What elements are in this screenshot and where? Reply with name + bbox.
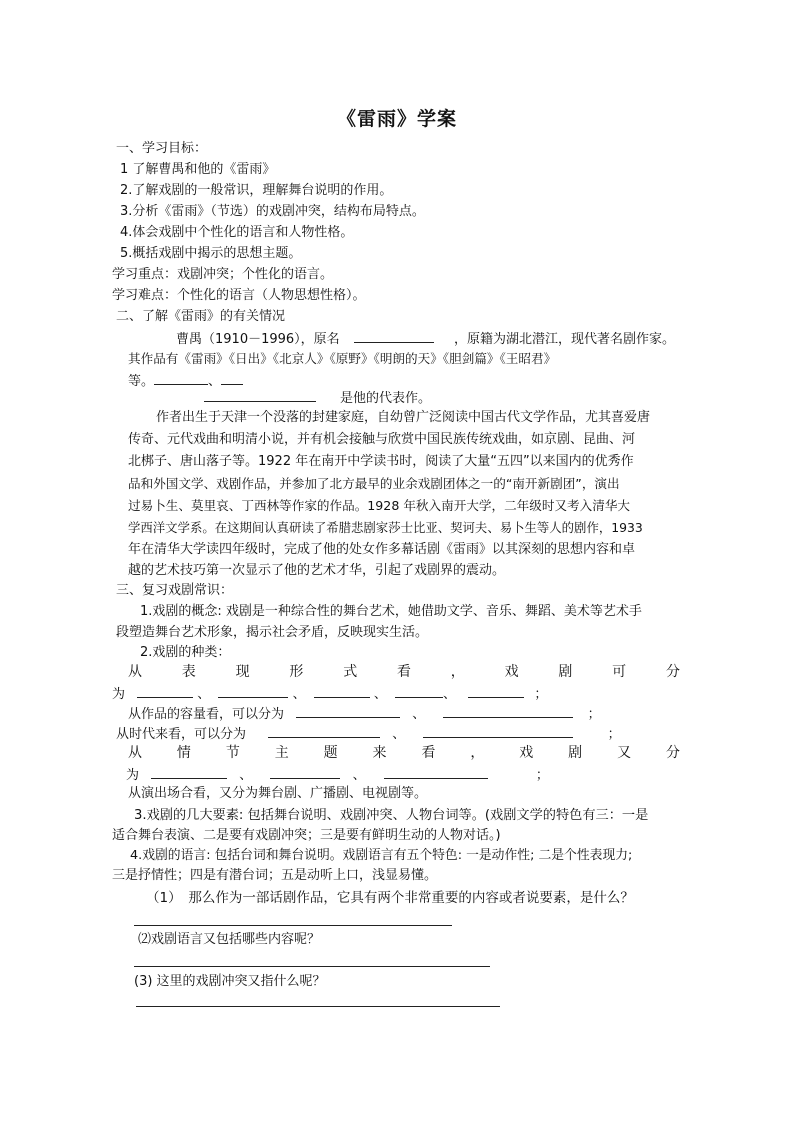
- form-blank-1[interactable]: [137, 683, 193, 698]
- form-end: ；: [534, 687, 548, 702]
- era-sep: 、: [392, 727, 406, 742]
- form-char-3: 现: [235, 664, 250, 680]
- drama-language-line-2: 三是抒情性；四是有潜台词；五是动听上口，浅显易懂。: [112, 868, 438, 883]
- form-blank-5[interactable]: [468, 683, 524, 698]
- drama-types-heading: 2.戏剧的种类：: [140, 645, 231, 660]
- theme-blank-2[interactable]: [270, 764, 340, 779]
- form-classification-line: [128, 662, 680, 682]
- answer-line-1[interactable]: [134, 925, 452, 926]
- objective-3: 3.分析《雷雨》（节选）的戏剧冲突，结构布局特点。: [120, 204, 425, 219]
- representative-label: 是他的代表作。: [340, 391, 432, 406]
- volume-label: 从作品的容量看，可以分为: [128, 707, 285, 722]
- form-sep-1: 、: [197, 687, 211, 702]
- theme-end: ；: [535, 768, 549, 783]
- page-title: 《雷雨》学案: [336, 108, 457, 130]
- bio-line-2: 传奇、元代戏曲和明清小说，并有机会接触与欣赏中国民族传统戏曲，如京剧、昆曲、河: [128, 432, 636, 447]
- works-etc: 等。: [128, 374, 155, 389]
- form-blank-4[interactable]: [395, 683, 443, 698]
- answer-line-2[interactable]: [134, 966, 490, 967]
- form-blank-2[interactable]: [218, 683, 288, 698]
- era-classification-line: [116, 723, 621, 745]
- form-char-6: 看: [396, 664, 411, 680]
- venue-classification-line: 从演出场合看，又分为舞台剧、广播剧、电视剧等。: [128, 786, 428, 801]
- author-intro-start: 曹禺（1910－1996），原名: [176, 332, 340, 347]
- bio-line-4: 品和外国文学、戏剧作品，并参加了北方最早的业余戏剧团体之一的“南开新剧团”，演出: [128, 476, 620, 491]
- form-lead: 为: [112, 687, 126, 702]
- theme-char-12: 分: [665, 745, 680, 761]
- form-blanks-line: [112, 683, 547, 705]
- form-blank-3[interactable]: [314, 683, 370, 698]
- original-name-blank[interactable]: [354, 328, 434, 343]
- works-sep: 、: [208, 374, 222, 389]
- theme-char-6: 来: [372, 745, 387, 761]
- theme-char-10: 剧: [568, 745, 583, 761]
- question-1: （1） 那么作为一部话剧作品，它具有两个非常重要的内容或者说要素，是什么？: [146, 890, 634, 906]
- era-blank-2[interactable]: [423, 723, 573, 738]
- theme-sep-1: 、: [239, 768, 253, 783]
- question-3: (3) 这里的戏剧冲突又指什么呢？: [134, 974, 326, 989]
- form-char-7: ，: [450, 664, 465, 680]
- learning-difficulty: 学习难点：个性化的语言（人物思想性格）。: [112, 288, 366, 303]
- bio-line-1: 作者出生于天津一个没落的封建家庭，自幼曾广泛阅读中国古代文学作品，尤其喜爱唐: [156, 410, 651, 425]
- learning-focus: 学习重点：戏剧冲突；个性化的语言。: [112, 267, 334, 282]
- theme-lead: 为: [126, 768, 140, 783]
- form-char-5: 式: [343, 664, 358, 680]
- bio-line-7: 年在清华大学读四年级时，完成了他的处女作多幕话剧《雷雨》以其深刻的思想内容和卓: [128, 542, 636, 557]
- theme-char-3: 节: [225, 745, 240, 761]
- objective-5: 5.概括戏剧中揭示的思想主题。: [120, 246, 302, 261]
- volume-blank-1[interactable]: [296, 703, 400, 718]
- volume-sep: 、: [412, 707, 426, 722]
- works-list: 其作品有《雷雨》《日出》《北京人》《原野》《明朗的天》《胆剑篇》《王昭君》: [128, 351, 557, 366]
- bio-line-6: 学西洋文学系。在这期间认真研读了希腊悲剧家莎士比亚、契诃夫、易卜生等人的剧作，1933: [128, 520, 643, 535]
- author-intro-line: [176, 328, 675, 350]
- objective-1: 1 了解曹禺和他的《雷雨》: [120, 162, 276, 177]
- theme-blank-1[interactable]: [151, 764, 227, 779]
- era-label: 从时代来看，可以分为: [116, 727, 247, 742]
- works-blank-2[interactable]: [221, 370, 243, 385]
- theme-char-5: 题: [323, 745, 338, 761]
- theme-char-1: 从: [128, 745, 142, 761]
- drama-concept-line-1: 1.戏剧的概念: 戏剧是一种综合性的舞台艺术，她借助文学、音乐、舞蹈、美术等艺术手: [140, 604, 642, 619]
- bio-line-5: 过易卜生、莫里哀、丁西林等作家的作品。1928 年秋入南开大学，二年级时又考入清华大: [128, 498, 631, 513]
- era-end: ；: [607, 727, 621, 742]
- theme-char-9: 戏: [519, 745, 534, 761]
- drama-concept-line-2: 段塑造舞台艺术形象，揭示社会矛盾，反映现实生活。: [116, 625, 429, 640]
- form-sep-3: 、: [373, 687, 387, 702]
- theme-char-4: 主: [274, 745, 289, 761]
- form-sep-4: 、: [443, 687, 457, 702]
- works-blank-1[interactable]: [154, 370, 208, 385]
- theme-char-8: ，: [470, 745, 485, 761]
- form-char-9: 剧: [558, 664, 573, 680]
- volume-end: ；: [587, 707, 601, 722]
- volume-blank-2[interactable]: [443, 703, 573, 718]
- era-blank-1[interactable]: [268, 723, 380, 738]
- section-3-heading: 三、复习戏剧常识：: [116, 583, 234, 598]
- form-char-4: 形: [289, 664, 304, 680]
- form-char-1: 从: [128, 664, 142, 680]
- representative-line: [204, 387, 431, 409]
- objective-4: 4.体会戏剧中个性化的语言和人物性格。: [120, 225, 354, 240]
- answer-line-3[interactable]: [136, 1006, 500, 1007]
- question-2: ⑵戏剧语言又包括哪些内容呢？: [138, 932, 321, 947]
- theme-classification-line: [128, 743, 680, 763]
- theme-char-7: 看: [421, 745, 436, 761]
- objective-2: 2.了解戏剧的一般常识，理解舞台说明的作用。: [120, 183, 393, 198]
- author-intro-end: ，原籍为湖北潜江，现代著名剧作家。: [453, 332, 675, 347]
- form-char-10: 可: [612, 664, 627, 680]
- theme-blanks-line: [126, 764, 549, 786]
- bio-line-3: 北梆子、唐山落子等。1922 年在南开中学读书时，阅读了大量“五四”以来国内的优秀作: [128, 454, 634, 469]
- drama-language-line-1: 4.戏剧的语言: 包括台词和舞台说明。戏剧语言有五个特色: 一是动作性; 二是个性表现力;: [130, 848, 633, 863]
- theme-sep-2: 、: [352, 768, 366, 783]
- form-sep-2: 、: [292, 687, 306, 702]
- drama-elements-line-2: 适合舞台表演、二是要有戏剧冲突；三是要有鲜明生动的人物对话。): [112, 828, 501, 843]
- representative-works-blank[interactable]: [204, 387, 316, 402]
- theme-char-11: 又: [617, 745, 632, 761]
- theme-blank-3[interactable]: [384, 764, 488, 779]
- bio-line-8: 越的艺术技巧第一次显示了他的艺术才华，引起了戏剧界的震动。: [128, 563, 506, 578]
- form-char-2: 表: [181, 664, 196, 680]
- section-2-heading: 二、了解《雷雨》的有关情况: [116, 309, 286, 324]
- drama-elements-line-1: 3.戏剧的几大要素: 包括舞台说明、戏剧冲突、人物台词等。(戏剧文学的特色有三：一是: [134, 808, 649, 823]
- section-1-heading: 一、学习目标：: [116, 141, 208, 156]
- form-char-8: 戏: [504, 664, 519, 680]
- theme-char-2: 情: [176, 745, 191, 761]
- volume-classification-line: [128, 703, 601, 725]
- form-char-11: 分: [665, 664, 680, 680]
